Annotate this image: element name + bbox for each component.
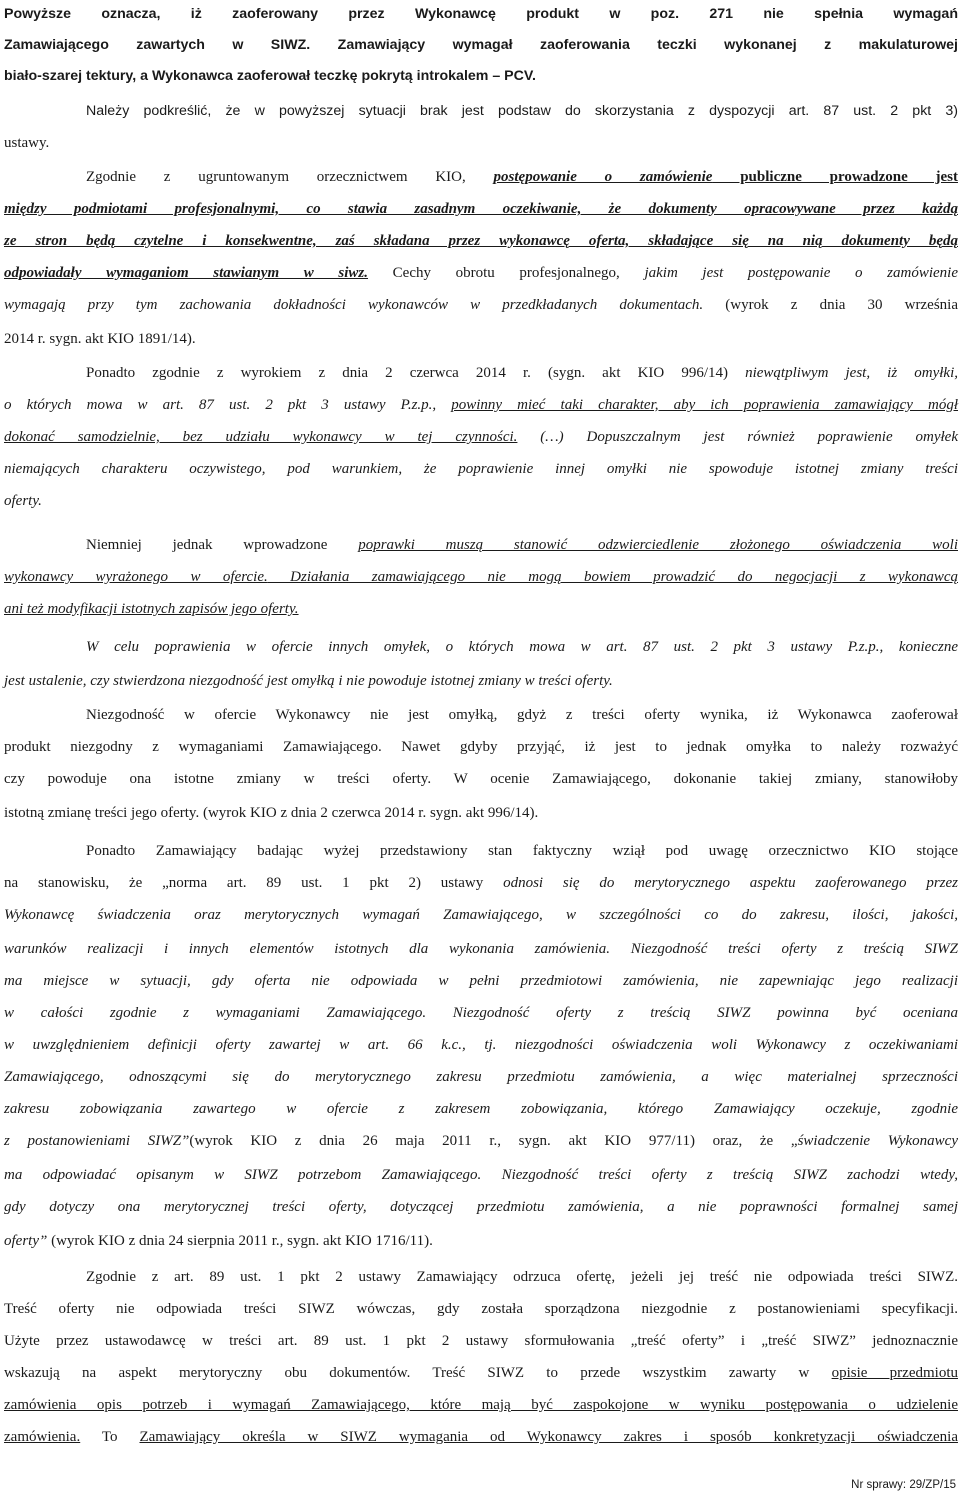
text-line <box>4 1004 958 1022</box>
text-line <box>4 428 958 446</box>
text-run: wykonawcy wyrażonego w ofercie. <box>4 569 268 585</box>
text-run: z postanowieniami SIWZ” <box>4 1133 190 1149</box>
text-run: ze stron będą czytelne i konsekwentne, zaś składana przez wykonawcę oferta, składające się na nią dokumenty będą <box>4 233 958 249</box>
text-run: Cechy obrotu profesjonalnego, <box>368 265 645 281</box>
text-line <box>4 1364 958 1382</box>
text-run: zakresu zobowiązania zawartego w ofercie z zakresem zobowiązania, którego Zamawiający oczekuje, zgodnie <box>4 1101 958 1117</box>
text-line <box>86 364 958 382</box>
text-line <box>4 972 958 990</box>
text-line <box>4 296 958 314</box>
text-line <box>4 232 958 250</box>
text-line <box>4 600 958 618</box>
text-line <box>4 396 958 414</box>
text-run: jakim jest postępowanie o zamówienie <box>644 265 958 281</box>
text-line <box>86 638 958 656</box>
text-line <box>86 706 958 724</box>
text-run: (…) Dopuszczalnym jest również poprawienie omyłek <box>517 429 958 445</box>
text-line <box>4 330 958 348</box>
text-line <box>4 1300 958 1318</box>
text-line <box>4 568 958 586</box>
text-run: wskazują na aspekt merytoryczny obu dokumentów. Treść SIWZ to przede wszystkim zawarty w <box>4 1365 832 1381</box>
text-run: publiczne prowadzone jest <box>712 169 958 185</box>
text-line <box>4 1396 958 1414</box>
text-run: wymagają przy tym zachowania dokładności wykonawców w przedkładanych dokumentach. <box>4 297 704 313</box>
text-line <box>4 1198 958 1216</box>
text-line <box>4 492 958 510</box>
text-run: oferty” <box>4 1233 48 1249</box>
text-line <box>4 1100 958 1118</box>
text-line <box>86 536 958 554</box>
text-run: zamówienia. <box>4 1429 81 1445</box>
text-run: postępowanie o zamówienie <box>493 169 713 185</box>
text-run: W celu poprawienia w ofercie innych omyłek, o których mowa w art. 87 ust. 2 pkt 3 ustawy P.z.p., konieczne <box>86 639 958 655</box>
text-run: produkt niezgodny z wymaganiami Zamawiającego. Nawet gdyby przyjąć, iż jest to jednak omyłka to należy rozważyć <box>4 739 958 755</box>
text-run: Treść oferty nie odpowiada treści SIWZ wówczas, gdy została sporządzona niezgodnie z postanowieniami specyfikacji. <box>4 1301 958 1317</box>
text-run: 2014 r. sygn. akt KIO 1891/14). <box>4 331 196 347</box>
text-line <box>4 906 958 924</box>
text-run: Zgodnie z ugruntowanym orzecznictwem KIO, <box>86 169 494 185</box>
text-run: poprawki muszą stanowić odzwierciedlenie złożonego oświadczenia woli <box>358 537 958 553</box>
text-run: Powyższe oznacza, iż zaoferowany przez Wykonawcę produkt w poz. 271 nie spełnia wymagań <box>4 6 958 22</box>
text-run: Niemniej jednak wprowadzone <box>86 537 359 553</box>
text-run: Ponadto zgodnie z wyrokiem z dnia 2 czerwca 2014 r. (sygn. akt KIO 996/14) <box>86 365 746 381</box>
text-run: (wyrok z dnia 30 września <box>703 297 958 313</box>
text-run: ani też modyfikacji istotnych zapisów jego oferty. <box>4 601 299 617</box>
text-run: jest ustalenie, czy stwierdzona niezgodność jest omyłką i nie powoduje istotnej zmiany w treści oferty. <box>4 673 613 689</box>
text-line <box>4 460 958 478</box>
text-run: dokonać samodzielnie, bez udziału wykonawcy w tej czynności. <box>4 429 518 445</box>
case-number-footer: Nr sprawy: 29/ZP/15 <box>851 1479 956 1491</box>
text-line <box>4 200 958 218</box>
text-line <box>86 168 958 186</box>
text-line <box>4 672 958 690</box>
text-run: świadczenie Wykonawcy <box>797 1133 958 1149</box>
text-line <box>4 738 958 756</box>
text-run: gdy dotyczy ona merytorycznej treści oferty, dotyczącej przedmiotu zamówienia, a nie poprawności formalnej samej <box>4 1199 958 1215</box>
text-line <box>4 1036 958 1054</box>
text-line <box>4 1332 958 1350</box>
text-run: Wykonawcę świadczenia oraz merytorycznych wymagań Zamawiającego, w szczególności co do zakresu, ilości, jakości, <box>4 907 958 923</box>
text-line <box>4 1166 958 1184</box>
text-run: Należy podkreślić, że w powyższej sytuacji brak jest podstaw do skorzystania z dyspozycji art. 87 ust. 2 pkt 3) <box>86 103 958 119</box>
text-run: odpowiadały wymaganiom stawianym w siwz. <box>4 265 369 281</box>
text-run: Zamawiający określa w SIWZ wymagania od Wykonawcy zakres i sposób konkretyzacji oświadczenia <box>139 1429 958 1445</box>
text-line <box>86 1268 958 1286</box>
text-line <box>4 1428 958 1446</box>
text-run: Ponadto Zamawiający badając wyżej przedstawiony stan faktyczny wziął pod uwagę orzecznictwo KIO stojące <box>86 843 958 859</box>
text-run: między podmiotami profesjonalnymi, co stawia zasadnym oczekiwanie, że dokumenty opracowywane przez każdą <box>4 201 958 217</box>
text-line <box>4 67 958 85</box>
text-run: niemających charakteru oczywistego, pod warunkiem, że poprawienie innej omyłki nie spowoduje istotnej zmiany treści <box>4 461 958 477</box>
text-run: istotną zmianę treści jego oferty. (wyrok KIO z dnia 2 czerwca 2014 r. sygn. akt 996/14). <box>4 805 539 821</box>
text-run: Zamawiającego zawartych w SIWZ. Zamawiający wymagał zaoferowania teczki wykonanej z makulaturowej <box>4 37 958 53</box>
text-run: Zgodnie z art. 89 ust. 1 pkt 2 ustawy Zamawiający odrzuca ofertę, jeżeli jej treść nie odpowiada treści SIWZ. <box>86 1269 958 1285</box>
text-run: ustawy. <box>4 135 50 151</box>
text-line <box>4 134 958 152</box>
text-run: o których mowa w art. 87 ust. 2 pkt 3 ustawy P.z.p., <box>4 397 452 413</box>
text-line <box>4 1068 958 1086</box>
text-run: odnosi się do merytorycznego aspektu zaoferowanego przez <box>503 875 958 891</box>
text-run: ma miejsce w sytuacji, gdy oferta nie odpowiada w pełni przedmiotowi zamówienia, nie zapewniając jego realizacji <box>4 973 958 989</box>
text-line <box>4 5 958 23</box>
text-line <box>4 36 958 54</box>
text-run: czy powoduje ona istotne zmiany w treści oferty. W ocenie Zamawiającego, dokonanie takiej zmiany, stanowiłoby <box>4 771 958 787</box>
text-line <box>4 770 958 788</box>
text-line <box>4 264 958 282</box>
text-run: ma odpowiadać opisanym w SIWZ potrzebom Zamawiającego. Niezgodność treści oferty z treścią SIWZ zachodzi wtedy, <box>4 1167 958 1183</box>
text-line <box>4 1132 958 1150</box>
text-run: Użyte przez ustawodawcę w treści art. 89 ust. 1 pkt 2 ustawy sformułowania „treść oferty” i „treść SIWZ” jednoznacznie <box>4 1333 958 1349</box>
text-run: Niezgodność w ofercie Wykonawcy nie jest omyłką, gdyż z treści oferty wynika, iż Wykonawca zaoferował <box>86 707 958 723</box>
text-run: w całości zgodnie z wymaganiami Zamawiającego. Niezgodność oferty z treścią SIWZ powinna być oceniana <box>4 1005 958 1021</box>
text-run: (wyrok KIO z dnia 24 sierpnia 2011 r., sygn. akt KIO 1716/11). <box>47 1233 433 1249</box>
text-line <box>86 842 958 860</box>
text-line <box>4 940 958 958</box>
text-line <box>4 874 958 892</box>
text-run: Działania zamawiającego nie mogą bowiem prowadzić do negocjacji z wykonawcą <box>267 569 959 585</box>
text-run: w uwzględnieniem definicji oferty zawartej w art. 66 k.c., tj. niezgodności oświadczenia woli Wykonawcy z oczekiwaniami <box>4 1037 958 1053</box>
text-run: na stanowisku, że „norma art. 89 ust. 1 pkt 2) ustawy <box>4 875 504 891</box>
text-run: biało-szarej tektury, a Wykonawca zaoferował teczkę pokrytą introkalem – PCV. <box>4 68 536 84</box>
text-run: niewątpliwym jest, iż omyłki, <box>745 365 958 381</box>
text-run: Zamawiającego, odnoszącymi się do merytorycznego zakresu przedmiotu zamówienia, a więc materialnej sprzeczności <box>4 1069 958 1085</box>
text-line <box>4 804 958 822</box>
text-run: zamówienia opis potrzeb i wymagań Zamawiającego, które mają być zaspokojone w wyniku postępowania o udzielenie <box>4 1397 958 1413</box>
text-line <box>4 1232 958 1250</box>
text-run: warunków realizacji i innych elementów istotnych dla wykonania zamówienia. Niezgodność treści oferty z treścią SIWZ <box>4 941 958 957</box>
text-run: opisie przedmiotu <box>831 1365 958 1381</box>
text-run: oferty. <box>4 493 42 509</box>
text-run: To <box>80 1429 140 1445</box>
text-line <box>86 102 958 120</box>
text-run: powinny mieć taki charakter, aby ich poprawienia zamawiający mógł <box>451 397 959 413</box>
text-run: (wyrok KIO z dnia 26 maja 2011 r., sygn. akt KIO 977/11) oraz, że „ <box>189 1133 798 1149</box>
